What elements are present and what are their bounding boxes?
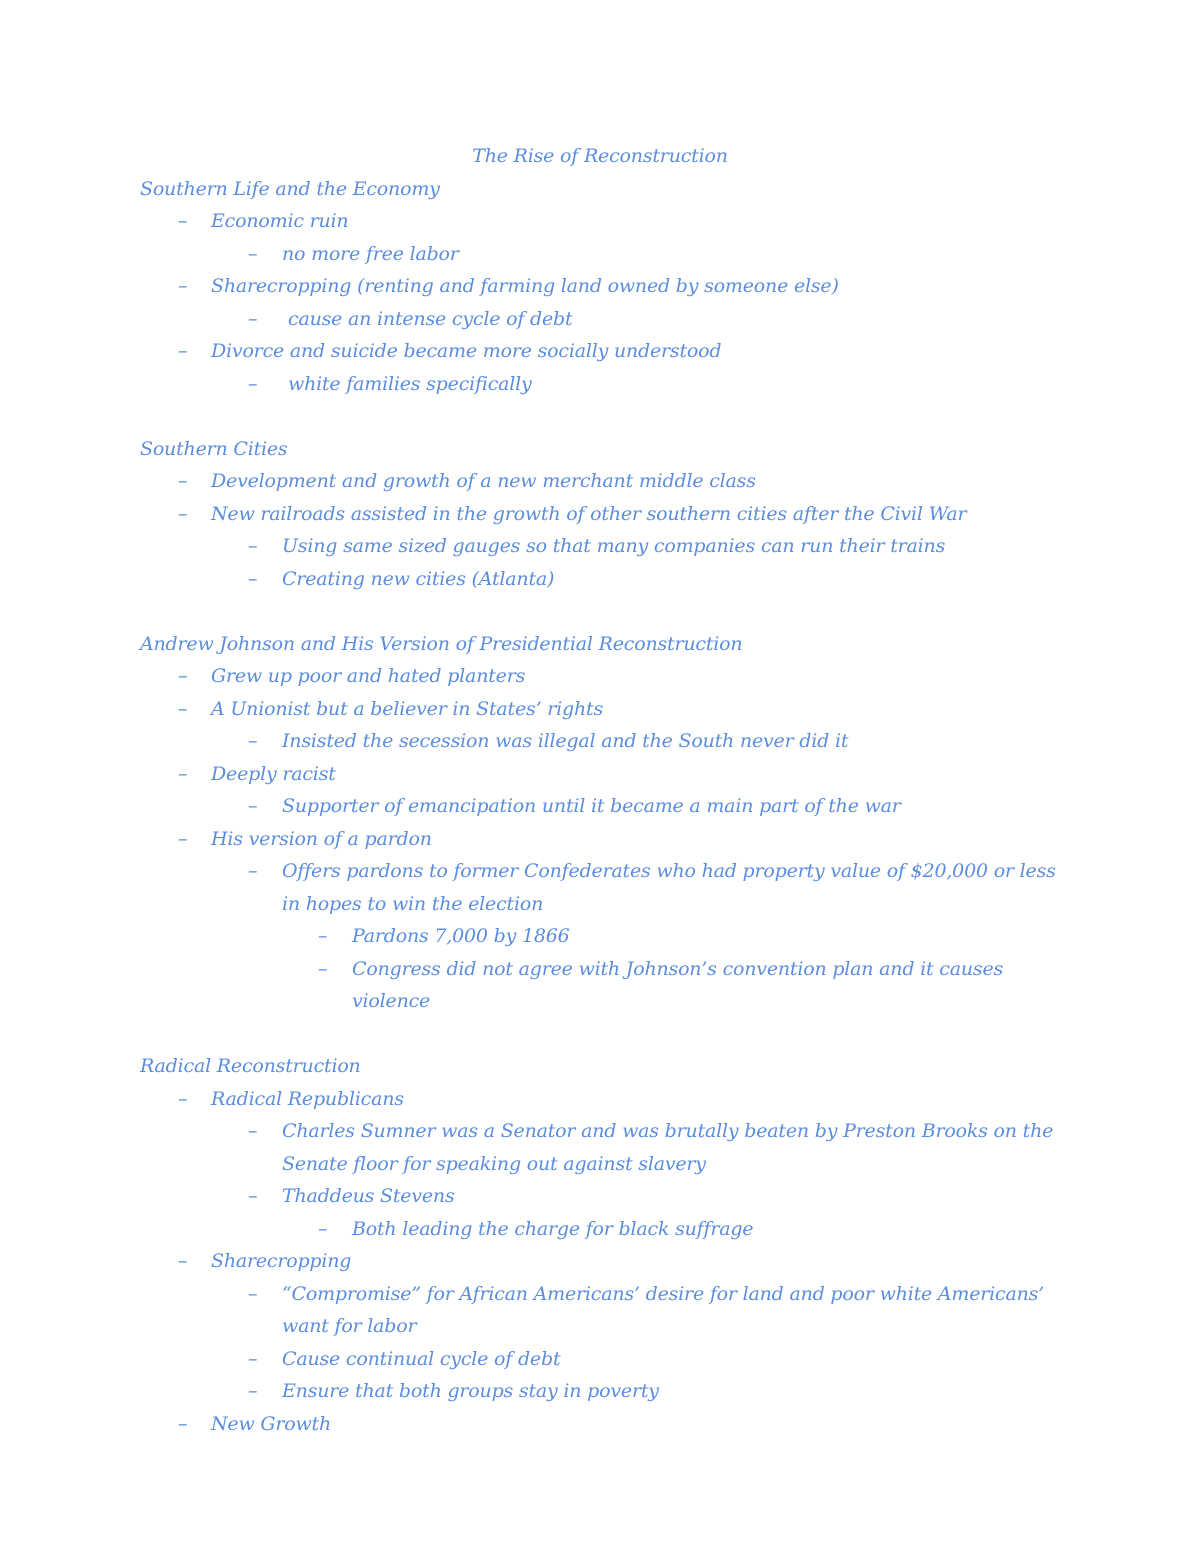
list-item-text: Ensure that both groups stay in poverty [282, 1380, 659, 1402]
section-heading: Andrew Johnson and His Version of Presidential Reconstruction [140, 632, 743, 655]
list-item-text: Congress did not agree with Johnson’s convention plan and it causes violence [352, 957, 1004, 1012]
list-item-text: Radical Republicans [211, 1087, 404, 1110]
bullet-dash: – [178, 340, 188, 362]
bullet-dash: – [318, 1217, 328, 1240]
list-item-text: Economic ruin [211, 210, 349, 232]
list-item-text: no more free labor [282, 242, 459, 265]
list-item [140, 1375, 1070, 1408]
section-heading: Southern Cities [140, 437, 288, 460]
list-item-text: Pardons 7,000 by 1866 [352, 925, 570, 947]
list-item-text: cause an intense cycle of debt [288, 307, 573, 330]
list-item [140, 1115, 1070, 1180]
list-item-text: Creating new cities (Atlanta) [282, 567, 555, 590]
list-item-text: A Unionist but a believer in States’ rights [211, 697, 603, 720]
list-item [140, 1213, 1070, 1246]
list-item-text: white families specifically [288, 372, 532, 395]
list-item [140, 205, 1070, 238]
bullet-dash: – [178, 470, 188, 492]
list-item [140, 1180, 1070, 1213]
list-item [140, 1245, 1070, 1278]
list-item-text: Divorce and suicide became more socially understood [211, 340, 722, 362]
list-item [140, 1408, 1070, 1441]
list-item [140, 563, 1070, 596]
list-item-text: Grew up poor and hated planters [211, 665, 526, 687]
bullet-dash: – [248, 567, 258, 590]
list-item [140, 790, 1070, 823]
bullet-dash: – [178, 697, 188, 720]
section-radical-reconstruction [140, 1050, 1070, 1440]
list-item [140, 530, 1070, 563]
bullet-dash: – [248, 372, 258, 395]
bullet-dash: – [178, 1250, 188, 1272]
section-heading: Southern Life and the Economy [140, 177, 440, 200]
bullet-dash: – [178, 665, 188, 687]
document-body [140, 140, 1070, 1440]
section-gap [140, 1018, 1070, 1051]
section-heading: Radical Reconstruction [140, 1055, 361, 1077]
list-item [140, 465, 1070, 498]
list-item [140, 303, 1070, 336]
section-southern-life [140, 173, 1070, 401]
list-item [140, 758, 1070, 791]
list-item-text: New Growth [211, 1412, 332, 1435]
section-gap [140, 400, 1070, 433]
document-title: The Rise of Reconstruction [472, 145, 728, 167]
section-southern-cities [140, 433, 1070, 596]
list-item-text: New railroads assisted in the growth of other southern cities after the Civil War [211, 502, 967, 525]
bullet-dash: – [178, 275, 188, 297]
list-item [140, 335, 1070, 368]
bullet-dash: – [178, 1412, 188, 1435]
list-item [140, 920, 1070, 953]
list-item [140, 855, 1070, 920]
list-item-text: “Compromise” for African Americans’ desire for land and poor white Americans’ want for labor [282, 1282, 1045, 1337]
bullet-dash: – [318, 957, 328, 980]
list-item [140, 1083, 1070, 1116]
bullet-dash: – [248, 307, 258, 330]
list-item-text: Development and growth of a new merchant middle class [211, 470, 756, 492]
list-item-text: Offers pardons to former Confederates who had property value of $20,000 or less in hopes to win the election [282, 860, 1056, 915]
list-item-text: Insisted the secession was illegal and the South never did it [282, 730, 849, 752]
bullet-dash: – [248, 860, 258, 882]
list-item [140, 368, 1070, 401]
list-item-text: Sharecropping [211, 1250, 352, 1272]
bullet-dash: – [178, 502, 188, 525]
list-item-text: Supporter of emancipation until it became a main part of the war [282, 795, 901, 817]
list-item [140, 238, 1070, 271]
list-item-text: Thaddeus Stevens [282, 1185, 455, 1207]
list-item-text: Deeply racist [211, 762, 336, 785]
list-item-text: His version of a pardon [211, 827, 432, 850]
bullet-dash: – [248, 795, 258, 817]
bullet-dash: – [248, 1185, 258, 1207]
list-item-text: Cause continual cycle of debt [282, 1347, 561, 1370]
bullet-dash: – [248, 1120, 258, 1142]
bullet-dash: – [248, 1380, 258, 1402]
bullet-dash: – [248, 1282, 258, 1305]
list-item [140, 660, 1070, 693]
list-item-text: Using same sized gauges so that many companies can run their trains [282, 535, 946, 557]
bullet-dash: – [178, 827, 188, 850]
list-item-text: Charles Sumner was a Senator and was brutally beaten by Preston Brooks on the Senate floor for speaking out against slavery [282, 1120, 1054, 1175]
list-item [140, 1278, 1070, 1343]
bullet-dash: – [178, 1087, 188, 1110]
list-item [140, 823, 1070, 856]
list-item [140, 725, 1070, 758]
bullet-dash: – [178, 762, 188, 785]
list-item [140, 693, 1070, 726]
bullet-dash: – [248, 535, 258, 557]
list-item [140, 498, 1070, 531]
bullet-dash: – [248, 242, 258, 265]
list-item-text: Sharecropping (renting and farming land owned by someone else) [211, 275, 839, 297]
list-item-text: Both leading the charge for black suffrage [352, 1217, 754, 1240]
section-gap [140, 595, 1070, 628]
bullet-dash: – [248, 1347, 258, 1370]
list-item [140, 270, 1070, 303]
list-item [140, 953, 1070, 1018]
section-andrew-johnson [140, 628, 1070, 1018]
bullet-dash: – [248, 730, 258, 752]
bullet-dash: – [178, 210, 188, 232]
list-item [140, 1343, 1070, 1376]
bullet-dash: – [318, 925, 328, 947]
